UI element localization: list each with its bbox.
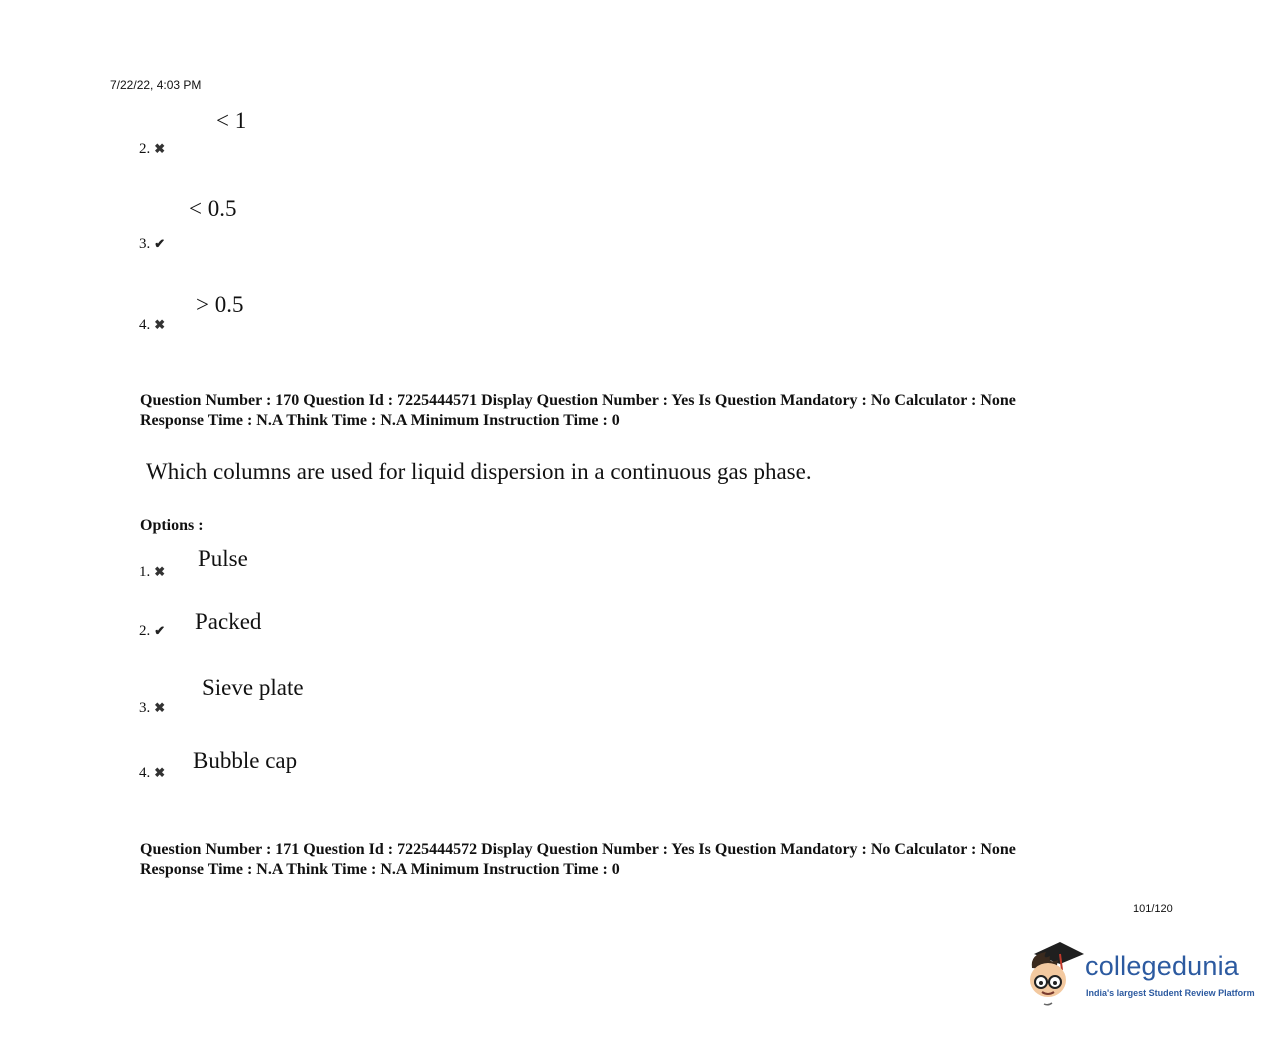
option-4 <box>139 765 165 782</box>
prev-option-2 <box>139 141 165 158</box>
option-number: 1. <box>139 564 151 580</box>
option-1 <box>139 564 165 581</box>
option-3 <box>139 700 165 717</box>
options-label: Options : <box>140 517 204 534</box>
option-number: 4. <box>139 317 151 333</box>
cross-icon: ✖ <box>154 141 166 156</box>
option-2 <box>139 623 165 640</box>
option-number: 3. <box>139 700 151 716</box>
question-170-text: Which columns are used for liquid dispersion in a continuous gas phase. <box>146 459 812 484</box>
check-icon: ✔ <box>154 623 166 638</box>
cross-icon: ✖ <box>154 317 166 332</box>
logo-tagline: India's largest Student Review Platform <box>1086 988 1255 998</box>
meta-line-1: Question Number : 170 Question Id : 7225444571 Display Question Number : Yes Is Question Mandatory : No Calculator : None <box>140 392 1016 409</box>
option-number: 3. <box>139 236 151 252</box>
prev-option-2-text: < 1 <box>216 108 247 133</box>
option-2-text: Packed <box>195 609 262 634</box>
option-1-text: Pulse <box>198 546 248 571</box>
meta-line-2: Response Time : N.A Think Time : N.A Minimum Instruction Time : 0 <box>140 412 620 429</box>
prev-option-3-text: < 0.5 <box>189 196 237 221</box>
cross-icon: ✖ <box>154 564 166 579</box>
cross-icon: ✖ <box>154 765 166 780</box>
page-number: 101/120 <box>1133 903 1173 915</box>
option-3-text: Sieve plate <box>202 675 304 700</box>
option-number: 4. <box>139 765 151 781</box>
logo-wordmark: collegedunia <box>1085 951 1240 981</box>
cross-icon: ✖ <box>154 700 166 715</box>
meta-line-2: Response Time : N.A Think Time : N.A Minimum Instruction Time : 0 <box>140 861 620 878</box>
meta-line-1: Question Number : 171 Question Id : 7225444572 Display Question Number : Yes Is Question Mandatory : No Calculator : None <box>140 841 1016 858</box>
question-171-meta <box>140 840 1016 880</box>
collegedunia-mascot-logo <box>1024 940 1086 1008</box>
prev-option-4-text: > 0.5 <box>196 292 244 317</box>
option-number: 2. <box>139 141 151 157</box>
prev-option-4 <box>139 317 165 334</box>
option-number: 2. <box>139 623 151 639</box>
option-4-text: Bubble cap <box>193 748 298 773</box>
print-timestamp: 7/22/22, 4:03 PM <box>110 78 202 92</box>
prev-option-3 <box>139 236 165 253</box>
question-170-meta <box>140 391 1016 431</box>
check-icon: ✔ <box>154 236 166 251</box>
